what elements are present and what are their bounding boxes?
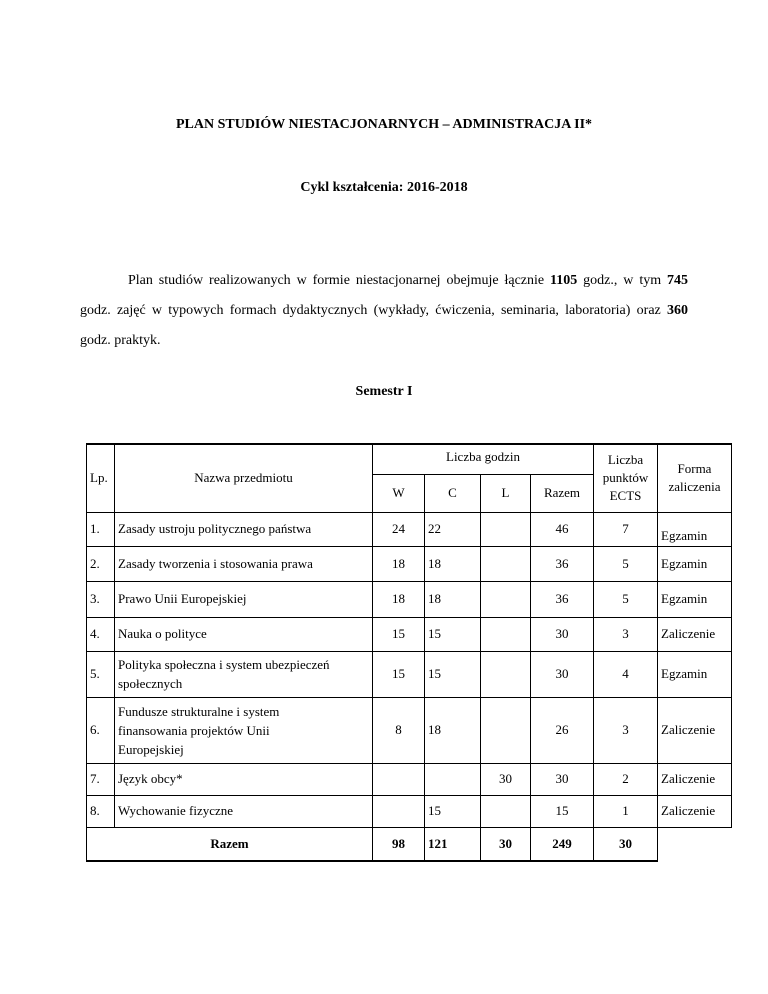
semester-heading: Semestr I [355,384,413,399]
row-ects: 5 [594,546,658,581]
header-row-1 [87,444,732,474]
table-row [87,581,732,617]
row-w: 18 [373,581,425,617]
row-name: Nauka o polityce [115,617,373,651]
row-c: 18 [425,546,481,581]
header-l: L [481,474,531,512]
row-forma: Egzamin [658,581,732,617]
row-forma: Zaliczenie [658,763,732,795]
header-name: Nazwa przedmiotu [115,444,373,512]
didactic-hours: 745 [667,273,689,288]
row-c: 15 [425,651,481,697]
header-hours: Liczba godzin [373,444,594,474]
study-plan-table [86,443,732,862]
row-forma: Zaliczenie [658,697,732,763]
row-lp: 8. [87,795,115,827]
row-c [425,763,481,795]
row-lp: 3. [87,581,115,617]
row-ects: 3 [594,617,658,651]
row-c: 22 [425,512,481,546]
cycle-heading: Cykl kształcenia: 2016-2018 [300,180,468,195]
intro-paragraph [80,266,688,356]
row-name: Prawo Unii Europejskiej [115,581,373,617]
total-l: 30 [481,827,531,861]
intro-text-p4: godz. praktyk. [80,333,161,348]
header-c: C [425,474,481,512]
row-razem: 36 [531,581,594,617]
row-name: Polityka społeczna i system ubezpieczeń społecznych [115,651,373,697]
row-lp: 6. [87,697,115,763]
row-w: 15 [373,617,425,651]
total-label: Razem [87,827,373,861]
intro-text-p2: godz., w tym [577,273,668,288]
header-w: W [373,474,425,512]
row-lp: 7. [87,763,115,795]
row-name: Wychowanie fizyczne [115,795,373,827]
row-l [481,795,531,827]
table-row [87,617,732,651]
row-c: 18 [425,697,481,763]
header-ects: Liczba punktów ECTS [594,444,658,512]
row-l [481,651,531,697]
row-lp: 1. [87,512,115,546]
row-w: 8 [373,697,425,763]
row-w: 24 [373,512,425,546]
row-razem: 30 [531,763,594,795]
row-razem: 30 [531,651,594,697]
row-l [481,617,531,651]
total-row [87,827,732,861]
row-lp: 5. [87,651,115,697]
total-empty [658,827,732,861]
practice-hours: 360 [667,303,688,318]
row-forma: Zaliczenie [658,795,732,827]
row-ects: 4 [594,651,658,697]
table-row [87,763,732,795]
row-razem: 36 [531,546,594,581]
row-razem: 46 [531,512,594,546]
row-l [481,512,531,546]
row-l: 30 [481,763,531,795]
row-lp: 2. [87,546,115,581]
header-forma: Forma zaliczenia [658,444,732,512]
row-w: 15 [373,651,425,697]
row-l [481,697,531,763]
row-razem: 26 [531,697,594,763]
row-ects: 1 [594,795,658,827]
row-ects: 5 [594,581,658,617]
table-row [87,697,732,763]
table-row [87,651,732,697]
row-name: Zasady ustroju politycznego państwa [115,512,373,546]
row-forma: Egzamin [658,651,732,697]
row-forma: Egzamin [658,512,732,546]
header-razem: Razem [531,474,594,512]
row-razem: 15 [531,795,594,827]
row-razem: 30 [531,617,594,651]
total-w: 98 [373,827,425,861]
row-c: 18 [425,581,481,617]
table-row [87,512,732,546]
total-c: 121 [425,827,481,861]
header-lp: Lp. [87,444,115,512]
row-name: Zasady tworzenia i stosowania prawa [115,546,373,581]
total-ects: 30 [594,827,658,861]
row-forma: Egzamin [658,546,732,581]
total-hours: 1105 [550,273,578,288]
row-ects: 2 [594,763,658,795]
intro-text-p3: godz. zajęć w typowych formach dydaktycznych (wykłady, ćwiczenia, seminaria, laboratoria) oraz [80,303,667,318]
row-name: Język obcy* [115,763,373,795]
row-lp: 4. [87,617,115,651]
row-name: Fundusze strukturalne i system finansowania projektów Unii Europejskiej [115,697,373,763]
table-row [87,546,732,581]
row-l [481,546,531,581]
document-title: PLAN STUDIÓW NIESTACJONARNYCH – ADMINISTRACJA II* [175,117,593,132]
intro-text [80,266,688,356]
row-w: 18 [373,546,425,581]
intro-text-p1: Plan studiów realizowanych w formie niestacjonarnej obejmuje łącznie [128,273,551,288]
row-ects: 3 [594,697,658,763]
row-forma: Zaliczenie [658,617,732,651]
table-row [87,795,732,827]
row-w [373,795,425,827]
row-l [481,581,531,617]
row-c: 15 [425,617,481,651]
row-c: 15 [425,795,481,827]
total-razem: 249 [531,827,594,861]
row-w [373,763,425,795]
row-ects: 7 [594,512,658,546]
